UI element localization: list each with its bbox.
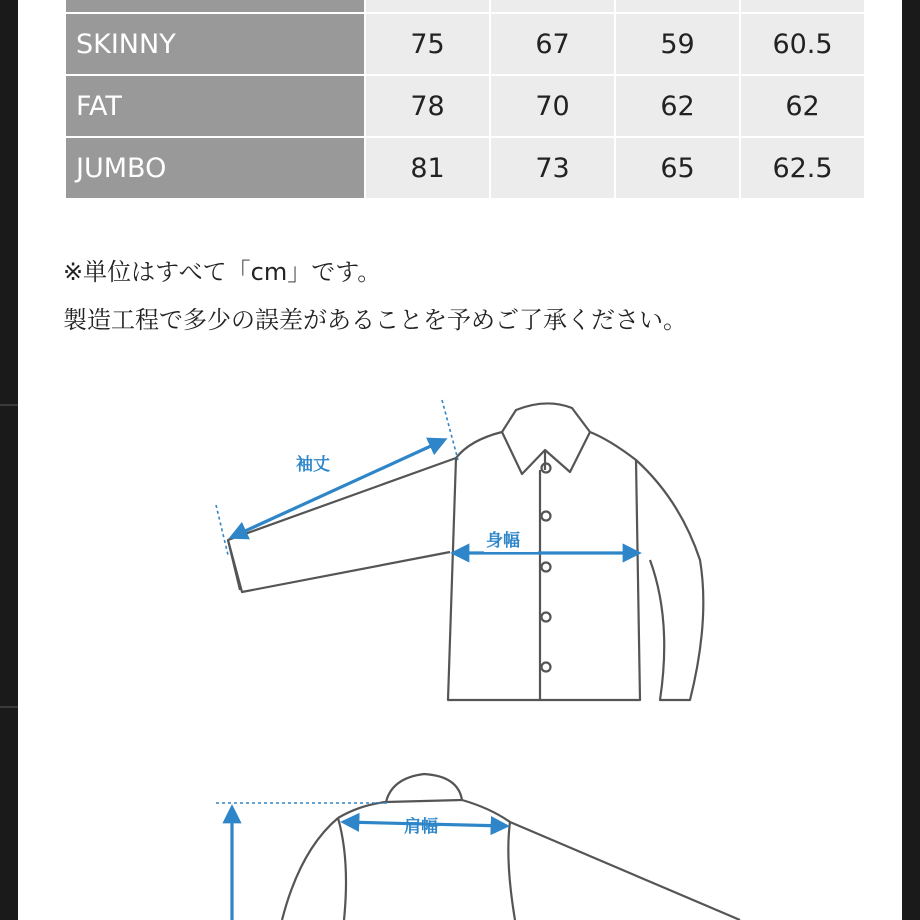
shoulder-width-label: 肩幅 <box>404 817 438 837</box>
right-frame <box>902 0 920 920</box>
table-cell: 73 <box>491 138 614 198</box>
table-cell: 75 <box>366 14 489 74</box>
left-frame <box>0 0 18 920</box>
shoulder-width-measure <box>344 816 506 837</box>
table-row-label: JUMBO <box>66 138 364 198</box>
sleeve-length-label: 袖丈 <box>296 455 330 475</box>
table-cell: 59 <box>616 14 739 74</box>
table-cell: 78 <box>366 76 489 136</box>
shirt-measurement-diagram <box>18 0 902 920</box>
table-cell: 70 <box>491 76 614 136</box>
table-cell: 62 <box>616 76 739 136</box>
table-cell: 62.5 <box>741 138 864 198</box>
table-row-label: SKINNY <box>66 14 364 74</box>
table-cell: 67 <box>491 14 614 74</box>
shirt-back-illustration <box>282 774 740 920</box>
button <box>542 512 551 521</box>
body-width-label: 身幅 <box>486 531 520 551</box>
button <box>542 563 551 572</box>
table-cell: 60.5 <box>741 14 864 74</box>
button <box>542 613 551 622</box>
left-sleeve-outline <box>228 458 456 592</box>
table-row-label: FAT <box>66 76 364 136</box>
product-size-page <box>18 0 902 920</box>
unit-note: ※単位はすべて「cm」です。 <box>63 258 382 286</box>
right-sleeve-outline <box>636 460 703 700</box>
body-width-measure <box>454 528 638 553</box>
button <box>542 663 551 672</box>
tolerance-note: 製造工程で多少の誤差があることを予めご了承ください。 <box>63 306 687 334</box>
table-cell: 65 <box>616 138 739 198</box>
table-cell: 62 <box>741 76 864 136</box>
table-cell: 81 <box>366 138 489 198</box>
